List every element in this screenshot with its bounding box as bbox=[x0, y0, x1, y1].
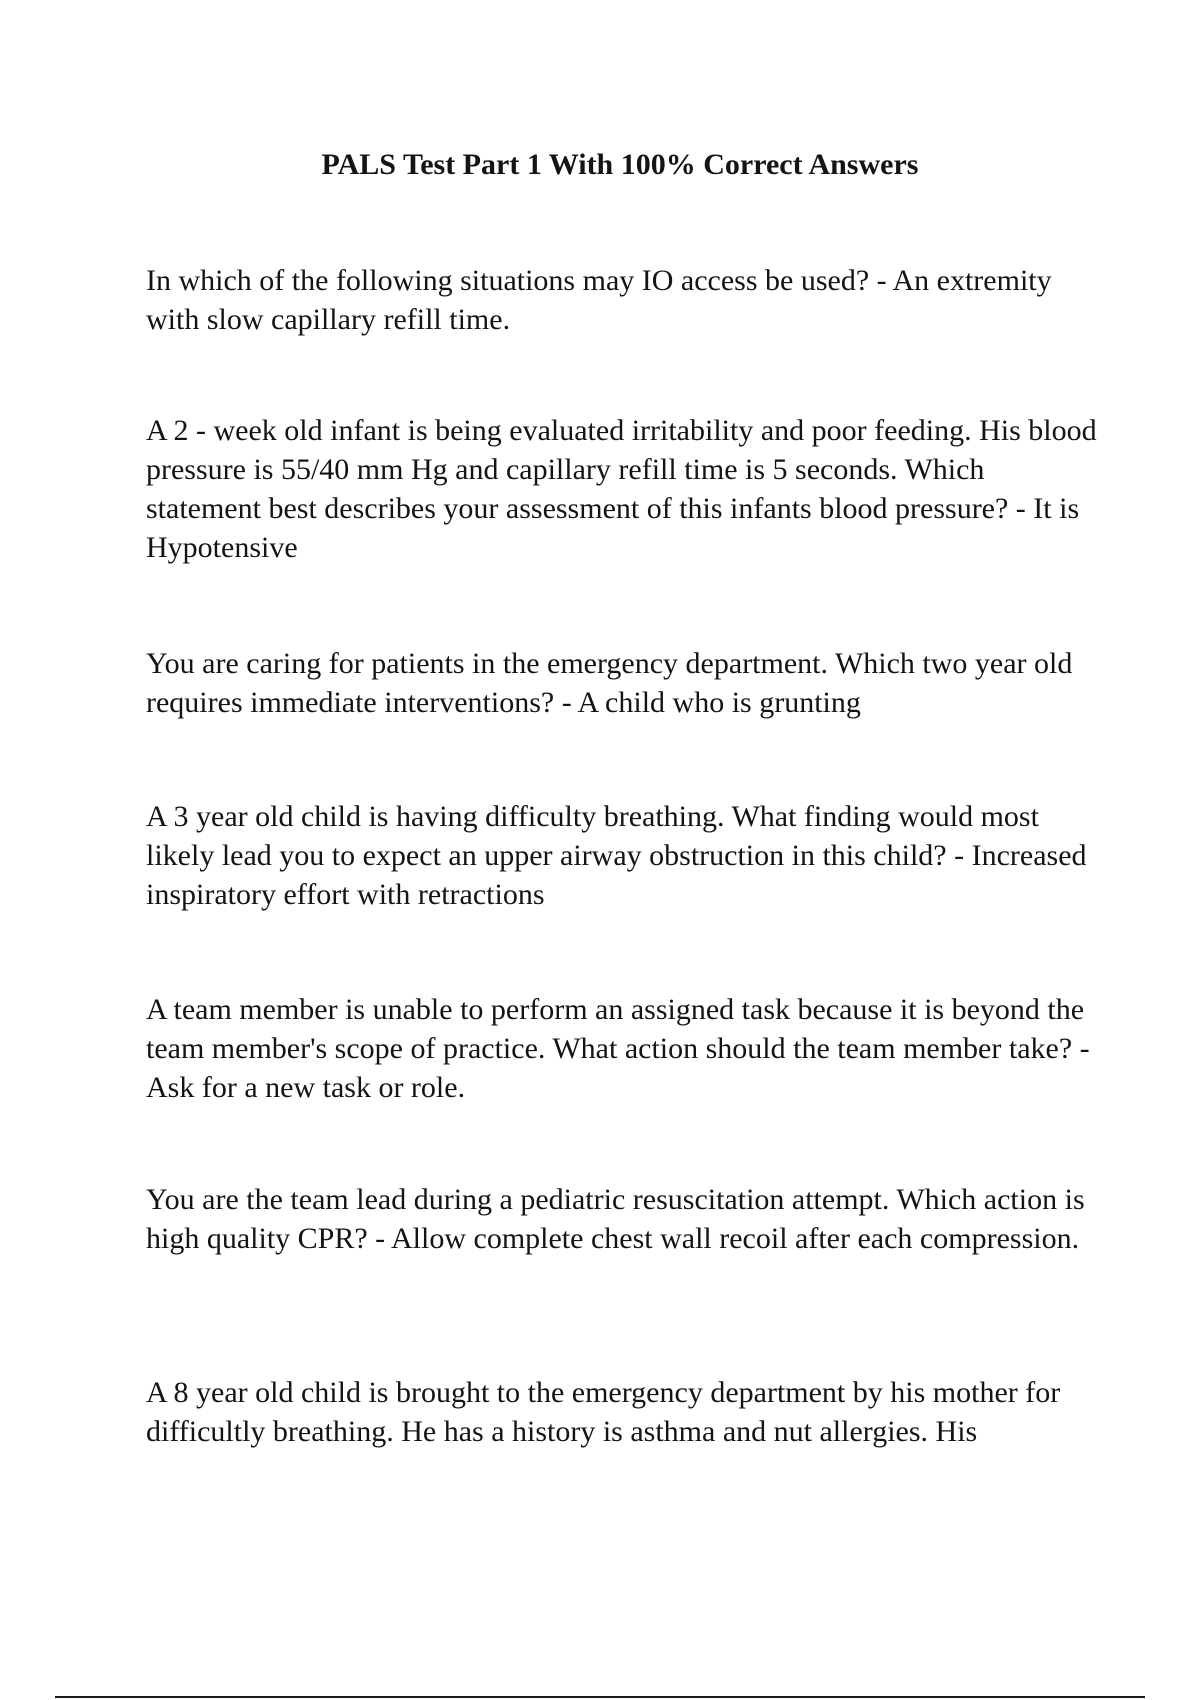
question-answer-4: A 3 year old child is having difficulty breathing. What finding would most likely lead you to expect an upper airway obstruction in this child? - Increased inspiratory effort with retractions bbox=[146, 800, 1087, 911]
question-answer-2: A 2 - week old infant is being evaluated irritability and poor feeding. His blood pressure is 55/40 mm Hg and capillary refill time is 5 seconds. Which statement best describes your assessment of this infants blood pressure? - It is Hypotensive bbox=[146, 414, 1097, 564]
question-answer-6: You are the team lead during a pediatric resuscitation attempt. Which action is high quality CPR? - Allow complete chest wall recoil after each compression. bbox=[146, 1183, 1085, 1255]
question-answer-7: A 8 year old child is brought to the emergency department by his mother for difficultly breathing. He has a history is asthma and nut allergies. His bbox=[146, 1376, 1061, 1448]
document-title: PALS Test Part 1 With 100% Correct Answers bbox=[321, 148, 919, 181]
question-answer-1: In which of the following situations may IO access be used? - An extremity with slow capillary refill time. bbox=[146, 264, 1052, 336]
question-answer-3: You are caring for patients in the emergency department. Which two year old requires immediate interventions? - A child who is grunting bbox=[146, 647, 1073, 719]
footer-divider bbox=[55, 1696, 1145, 1698]
question-answer-5: A team member is unable to perform an assigned task because it is beyond the team member's scope of practice. What action should the team member take? - Ask for a new task or role. bbox=[146, 993, 1090, 1104]
